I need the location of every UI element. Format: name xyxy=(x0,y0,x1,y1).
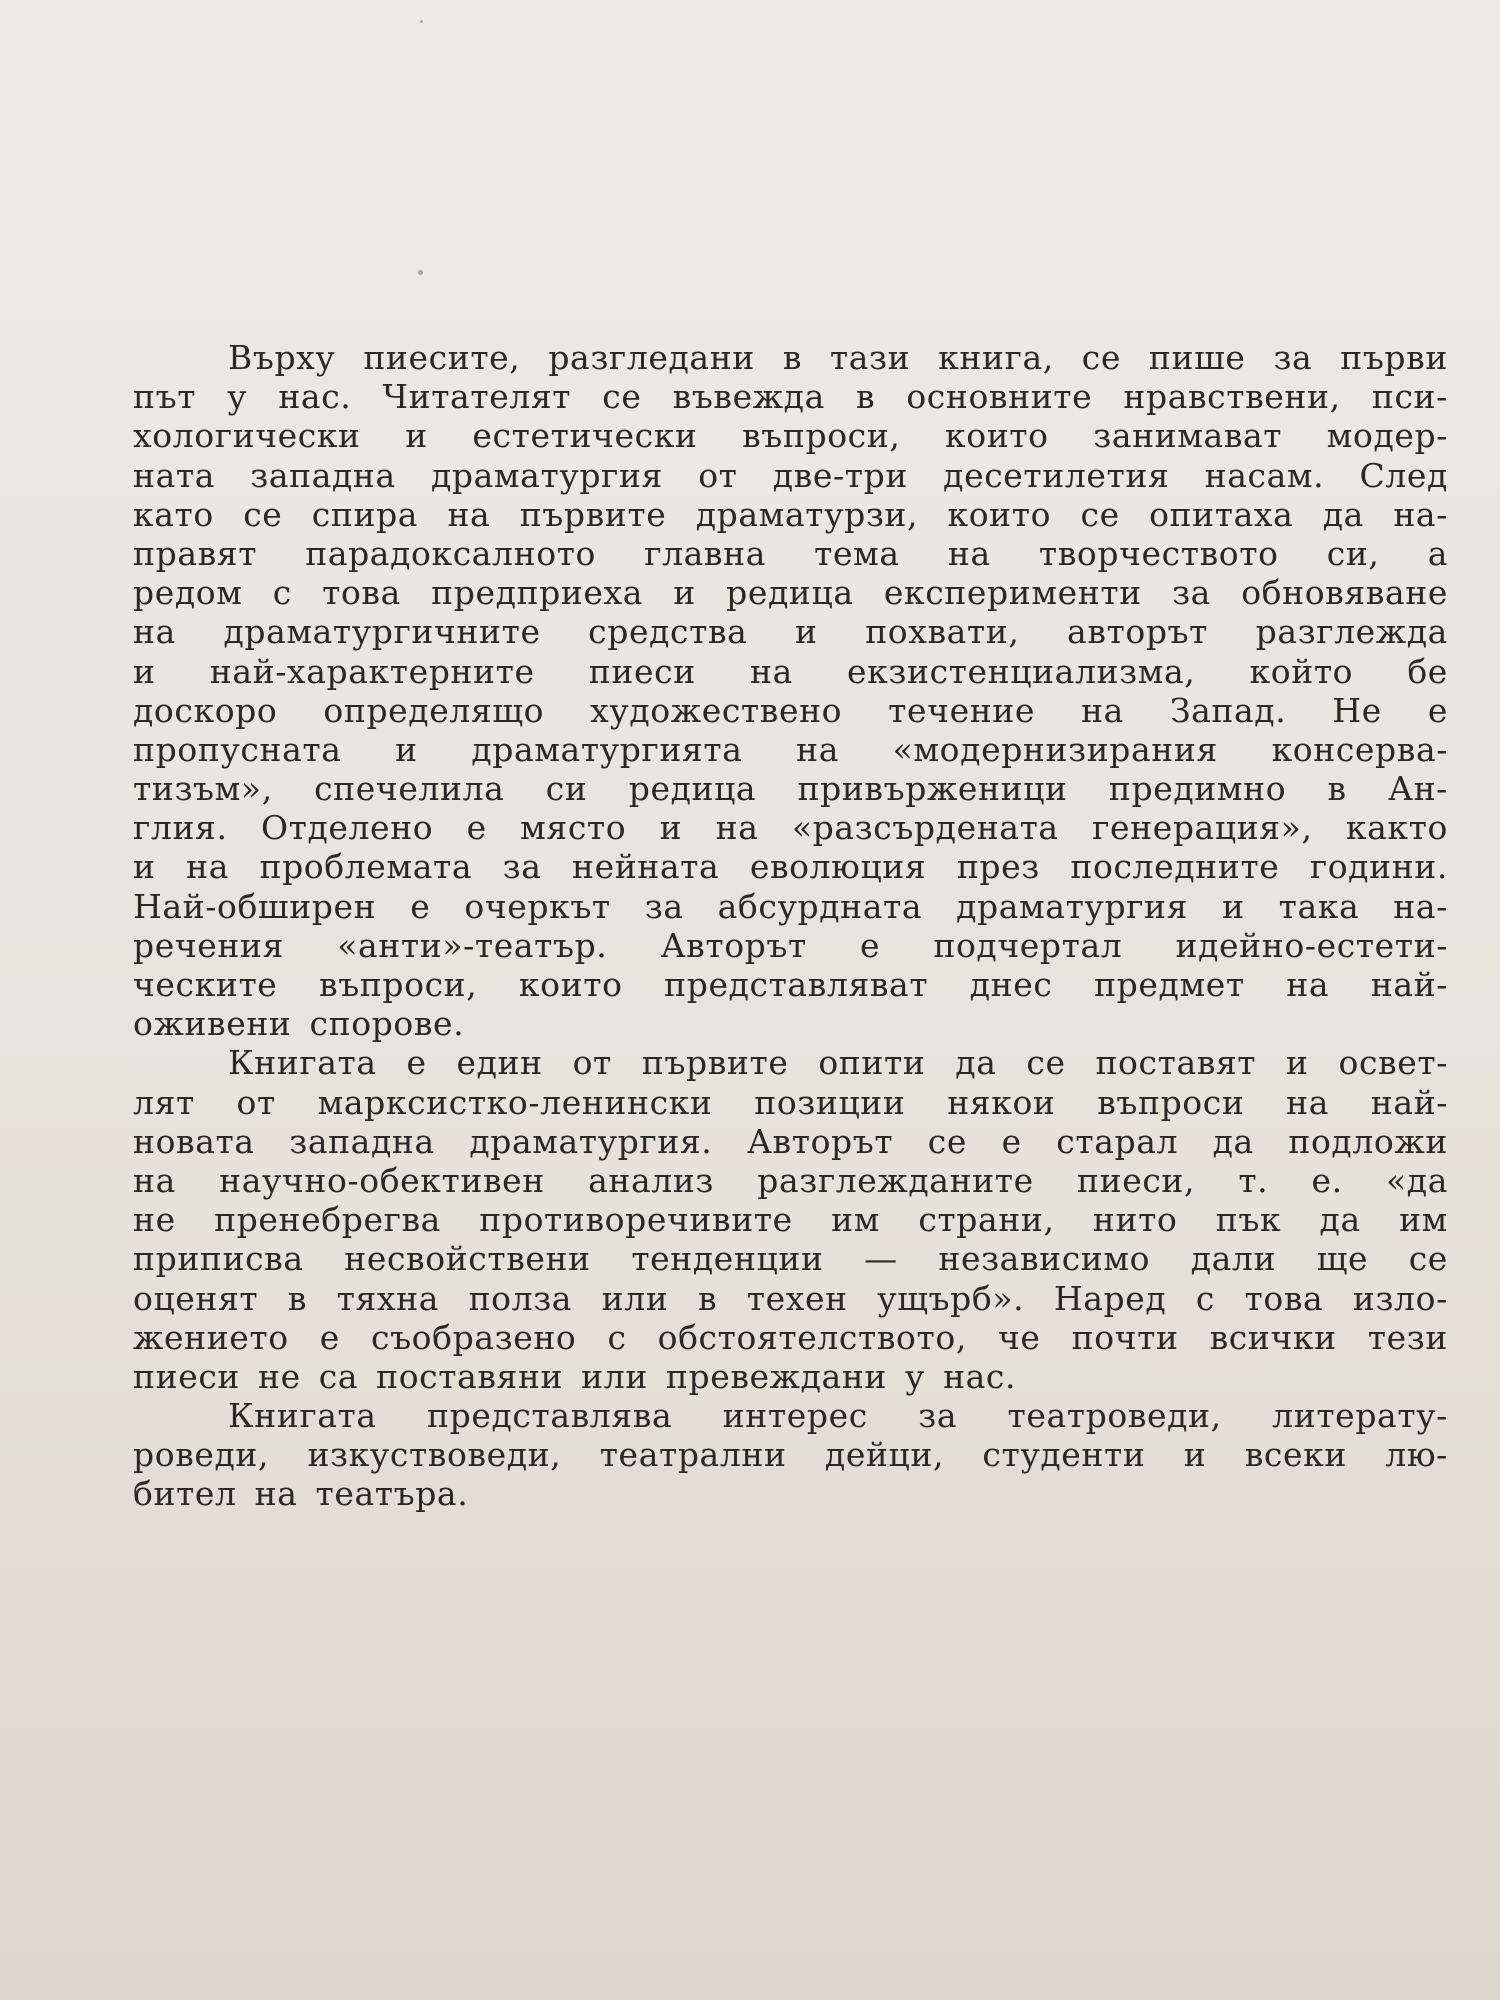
word: парадоксалното xyxy=(305,533,597,573)
text-line xyxy=(133,1083,1448,1122)
word: години. xyxy=(1309,847,1448,887)
word: средства xyxy=(588,612,748,652)
word: Авторът xyxy=(660,925,807,965)
word: от xyxy=(698,455,738,495)
text-line xyxy=(133,1239,1448,1278)
word: пиеси, xyxy=(1077,1160,1196,1200)
word: за xyxy=(644,886,684,926)
word: на xyxy=(715,808,759,848)
word: на xyxy=(947,533,991,573)
word: изкуствоведи, xyxy=(307,1435,562,1475)
word: се xyxy=(927,1121,967,1161)
word: редица xyxy=(726,573,854,613)
word: и xyxy=(795,612,818,652)
word: и xyxy=(133,651,156,691)
word: генерация», xyxy=(1092,808,1313,848)
word: Ан- xyxy=(1387,769,1448,809)
word: първи xyxy=(1340,338,1448,377)
word: книга, xyxy=(938,338,1054,377)
word: в xyxy=(782,338,802,377)
word: драматургия xyxy=(431,455,663,495)
word: опитаха xyxy=(1149,494,1294,534)
word: представлява xyxy=(427,1396,673,1436)
paragraph xyxy=(133,1396,1448,1514)
word: в xyxy=(698,1278,718,1318)
word: им xyxy=(1399,1200,1448,1240)
word: драматургията xyxy=(471,729,743,769)
word: предимно xyxy=(1108,769,1287,809)
word: Отделено xyxy=(260,808,434,848)
text-line xyxy=(133,1279,1448,1318)
word: на xyxy=(796,729,839,769)
word: най- xyxy=(1370,965,1448,1004)
word: Книгата xyxy=(228,1043,377,1083)
word: пише xyxy=(1148,338,1246,377)
word: всеки xyxy=(1244,1435,1347,1475)
word: интерес xyxy=(722,1396,868,1436)
word: обновяване xyxy=(1241,573,1448,613)
word: така xyxy=(1278,886,1360,926)
word: студенти xyxy=(982,1435,1146,1475)
text-line xyxy=(133,377,1448,416)
word: последните xyxy=(1070,847,1280,887)
word: които xyxy=(945,416,1049,456)
word: т. xyxy=(1238,1160,1269,1200)
word: похвати, xyxy=(865,612,1020,652)
word: са xyxy=(318,1356,359,1396)
word: научно-обективен xyxy=(219,1160,545,1200)
paper-speck xyxy=(420,20,423,23)
word: лят xyxy=(133,1082,195,1122)
word: да xyxy=(1319,1200,1361,1240)
word: въвежда xyxy=(672,377,825,417)
word: на xyxy=(133,1160,176,1200)
paragraph xyxy=(133,1043,1448,1396)
word: насам. xyxy=(1204,455,1325,495)
word: оживени xyxy=(133,1004,292,1044)
word: е xyxy=(1001,1121,1022,1161)
word: авторът xyxy=(1067,612,1209,652)
word: драматурзи, xyxy=(695,494,919,534)
word: един xyxy=(456,1043,543,1083)
word: — xyxy=(864,1239,898,1279)
word: който xyxy=(1249,651,1354,691)
word: страни, xyxy=(918,1200,1055,1240)
word: им xyxy=(831,1200,880,1240)
word: път xyxy=(133,377,197,417)
text-line xyxy=(133,887,1448,926)
word: Авторът xyxy=(746,1121,894,1161)
word: противоречивите xyxy=(479,1200,793,1240)
word: пренебрегва xyxy=(214,1200,441,1240)
text-line xyxy=(133,730,1448,769)
word: творчеството xyxy=(1038,533,1279,573)
word: литерату- xyxy=(1272,1396,1448,1436)
word: че xyxy=(998,1317,1041,1357)
word: най- xyxy=(1370,1082,1448,1122)
word: Наред xyxy=(1053,1278,1167,1318)
text-line xyxy=(133,1004,1448,1043)
text-line xyxy=(133,1043,1448,1082)
text-line xyxy=(133,1474,1448,1513)
word: за xyxy=(918,1396,958,1436)
word: естетически xyxy=(472,416,698,456)
text-line xyxy=(133,612,1448,651)
word: несвойствени xyxy=(344,1239,591,1279)
word: полза xyxy=(468,1278,573,1318)
word: на xyxy=(1286,1082,1330,1122)
word: занимават xyxy=(1093,416,1283,456)
word: След xyxy=(1359,455,1448,495)
word: проблемата xyxy=(259,847,473,887)
word: експерименти xyxy=(883,573,1142,613)
word: ущърб». xyxy=(877,1278,1025,1318)
word: подложи xyxy=(1288,1121,1448,1161)
annotation-text xyxy=(133,338,1448,1514)
word: Запад. xyxy=(1169,690,1287,730)
word: е xyxy=(319,1317,340,1357)
word: на xyxy=(254,1474,298,1514)
word: основните xyxy=(906,377,1093,417)
word: главна xyxy=(644,533,766,573)
word: опити xyxy=(818,1043,926,1083)
word: първите xyxy=(519,494,667,534)
word: въпроси, xyxy=(319,965,478,1004)
word: доскоро xyxy=(133,690,278,730)
word: нейната xyxy=(571,847,720,887)
word: у xyxy=(227,377,248,417)
word: въпроси, xyxy=(742,416,901,456)
word: и xyxy=(1286,1043,1309,1083)
word: модер- xyxy=(1326,416,1448,456)
word: еволюция xyxy=(749,847,927,887)
word: Не xyxy=(1332,690,1382,730)
word: които xyxy=(947,494,1052,534)
word: на xyxy=(186,847,229,887)
word: тизъм», xyxy=(133,769,273,809)
word: драматургия. xyxy=(469,1121,713,1161)
paragraph xyxy=(133,338,1448,1043)
text-line xyxy=(133,652,1448,691)
word: и xyxy=(395,729,418,769)
word: две-три xyxy=(772,455,908,495)
text-line xyxy=(133,1435,1448,1474)
word: съобразено xyxy=(371,1317,577,1357)
word: е xyxy=(1427,690,1448,730)
word: нас. xyxy=(943,1356,1017,1396)
word: на xyxy=(133,612,176,652)
word: правят xyxy=(133,533,258,573)
word: в xyxy=(856,377,876,417)
word: се xyxy=(1080,494,1120,534)
word: това xyxy=(1244,1278,1324,1318)
word: е. xyxy=(1311,1160,1343,1200)
word: разглежда xyxy=(1255,612,1448,652)
word: някои xyxy=(947,1082,1056,1122)
word: в xyxy=(287,1278,308,1318)
word: спира xyxy=(311,494,419,534)
word: драматургичните xyxy=(223,612,541,652)
word: тази xyxy=(829,338,911,377)
word: разгледани xyxy=(548,338,755,377)
word: да xyxy=(955,1043,997,1083)
word: театрални xyxy=(599,1435,787,1475)
text-line xyxy=(133,534,1448,573)
word: всички xyxy=(1209,1317,1337,1357)
word: пси- xyxy=(1371,377,1448,417)
word: освет- xyxy=(1338,1043,1448,1083)
word: поставяни xyxy=(376,1356,564,1396)
word: се xyxy=(1081,338,1121,377)
word: драматургия xyxy=(956,886,1189,926)
word: независимо xyxy=(938,1239,1151,1279)
word: дали xyxy=(1190,1239,1277,1279)
word: пропусната xyxy=(133,729,342,769)
text-line xyxy=(133,1122,1448,1161)
word: които xyxy=(518,965,623,1004)
word: оценят xyxy=(133,1278,259,1318)
word: обстоятелството, xyxy=(657,1317,967,1357)
word: театроведи, xyxy=(1007,1396,1222,1436)
word: поставят xyxy=(1095,1043,1257,1083)
word: днес xyxy=(969,965,1053,1004)
word: на- xyxy=(1393,494,1448,534)
word: през xyxy=(956,847,1040,887)
word: с xyxy=(272,573,292,613)
word: «модернизирания xyxy=(892,729,1218,769)
word: позиции xyxy=(754,1082,906,1122)
word: екзистенциализма, xyxy=(847,651,1196,691)
word: техен xyxy=(746,1278,848,1318)
word: се xyxy=(1408,1239,1448,1279)
word: бе xyxy=(1407,651,1448,691)
word: представляват xyxy=(664,965,929,1004)
word: лю- xyxy=(1385,1435,1448,1475)
word: нас. xyxy=(278,377,352,417)
word: на xyxy=(1081,690,1124,730)
word: си xyxy=(545,769,588,809)
word: нито xyxy=(1092,1200,1178,1240)
paper-speck xyxy=(418,270,423,275)
text-line xyxy=(133,926,1448,965)
word: както xyxy=(1345,808,1448,848)
word: тенденции xyxy=(631,1239,824,1279)
word: «анти»-театър. xyxy=(337,925,608,965)
word: определящо xyxy=(323,690,545,730)
word: десетилетия xyxy=(943,455,1170,495)
text-line xyxy=(133,1200,1448,1239)
word: това xyxy=(322,573,401,613)
word: предмет xyxy=(1094,965,1245,1004)
word: или xyxy=(601,1278,669,1318)
word: ще xyxy=(1316,1239,1369,1279)
word: превеждани xyxy=(665,1356,888,1396)
word: тези xyxy=(1367,1317,1448,1357)
word: очеркът xyxy=(464,886,611,926)
word: идейно-естети- xyxy=(1175,925,1448,965)
word: на xyxy=(447,494,491,534)
word: и xyxy=(133,847,156,887)
word: пиеси xyxy=(133,1356,240,1396)
word: се xyxy=(1026,1043,1066,1083)
word: новата xyxy=(133,1121,255,1161)
word: привърженици xyxy=(797,769,1068,809)
word: пиеси xyxy=(588,651,696,691)
word: да xyxy=(1212,1121,1254,1161)
word: най-характерните xyxy=(209,651,535,691)
word: марксистко-ленински xyxy=(317,1082,713,1122)
word: и xyxy=(405,416,428,456)
word: Читателят xyxy=(382,377,572,417)
word: спечелила xyxy=(314,769,505,809)
word: тяхна xyxy=(336,1278,439,1318)
word: «да xyxy=(1385,1160,1448,1200)
word: спорове. xyxy=(309,1004,465,1044)
text-line xyxy=(133,847,1448,886)
word: и xyxy=(1222,886,1245,926)
word: с xyxy=(607,1317,627,1357)
word: у xyxy=(905,1356,926,1396)
word: от xyxy=(236,1082,276,1122)
word: в xyxy=(1327,769,1347,809)
word: разглежданите xyxy=(757,1160,1034,1200)
word: пиесите, xyxy=(363,338,521,377)
word: не xyxy=(258,1356,301,1396)
text-line xyxy=(133,1396,1448,1435)
word: да xyxy=(1322,494,1364,534)
word: място xyxy=(520,808,627,848)
word: речения xyxy=(133,925,285,965)
word: роведи, xyxy=(133,1435,270,1475)
word: художествено xyxy=(590,690,843,730)
text-line xyxy=(133,1161,1448,1200)
text-line xyxy=(133,338,1448,377)
word: нравствени, xyxy=(1123,377,1341,417)
word: на xyxy=(749,651,793,691)
text-line xyxy=(133,965,1448,1004)
word: глия. xyxy=(133,808,228,848)
word: Най-обширен xyxy=(133,886,377,926)
text-line xyxy=(133,691,1448,730)
word: тема xyxy=(814,533,900,573)
word: въпроси xyxy=(1097,1082,1245,1122)
word: е xyxy=(466,808,487,848)
word: дейци, xyxy=(824,1435,945,1475)
word: първите xyxy=(641,1043,789,1083)
word: ческите xyxy=(133,965,278,1004)
word: и xyxy=(673,573,696,613)
word: не xyxy=(133,1200,176,1240)
word: Върху xyxy=(228,338,336,377)
word: бител xyxy=(133,1474,237,1514)
word: редом xyxy=(133,573,243,613)
word: западна xyxy=(250,455,396,495)
word: е xyxy=(410,886,431,926)
word: си, xyxy=(1326,533,1380,573)
word: анализ xyxy=(588,1160,715,1200)
word: за xyxy=(1273,338,1313,377)
word: се xyxy=(243,494,283,534)
word: с xyxy=(1195,1278,1215,1318)
text-line xyxy=(133,456,1448,495)
word: почти xyxy=(1071,1317,1179,1357)
word: пък xyxy=(1215,1200,1282,1240)
word: от xyxy=(572,1043,612,1083)
word: консерва- xyxy=(1271,729,1448,769)
word: като xyxy=(133,494,214,534)
word: се xyxy=(602,377,642,417)
text-line xyxy=(133,1318,1448,1357)
word: на- xyxy=(1393,886,1448,926)
text-line xyxy=(133,808,1448,847)
word: подчертал xyxy=(933,925,1123,965)
word: или xyxy=(581,1356,648,1396)
word: е xyxy=(406,1043,427,1083)
word: Книгата xyxy=(228,1396,377,1436)
word: течение xyxy=(888,690,1036,730)
text-line xyxy=(133,1357,1448,1396)
word: е xyxy=(860,925,881,965)
word: западна xyxy=(289,1121,435,1161)
word: а xyxy=(1427,533,1448,573)
text-line xyxy=(133,495,1448,534)
word: предприеха xyxy=(431,573,644,613)
word: изло- xyxy=(1352,1278,1448,1318)
word: хологически xyxy=(133,416,361,456)
word: за xyxy=(1172,573,1211,613)
word: театъра. xyxy=(315,1474,469,1514)
word: и xyxy=(659,808,683,848)
word: жението xyxy=(133,1317,289,1357)
word: и xyxy=(1183,1435,1207,1475)
word: «разсърдената xyxy=(791,808,1059,848)
word: редица xyxy=(628,769,757,809)
word: старал xyxy=(1056,1121,1179,1161)
text-line xyxy=(133,416,1448,455)
text-line xyxy=(133,769,1448,808)
word: за xyxy=(502,847,542,887)
word: на xyxy=(1286,965,1330,1004)
word: приписва xyxy=(133,1239,304,1279)
text-line xyxy=(133,573,1448,612)
word: абсурдната xyxy=(717,886,923,926)
word: ната xyxy=(133,455,215,495)
